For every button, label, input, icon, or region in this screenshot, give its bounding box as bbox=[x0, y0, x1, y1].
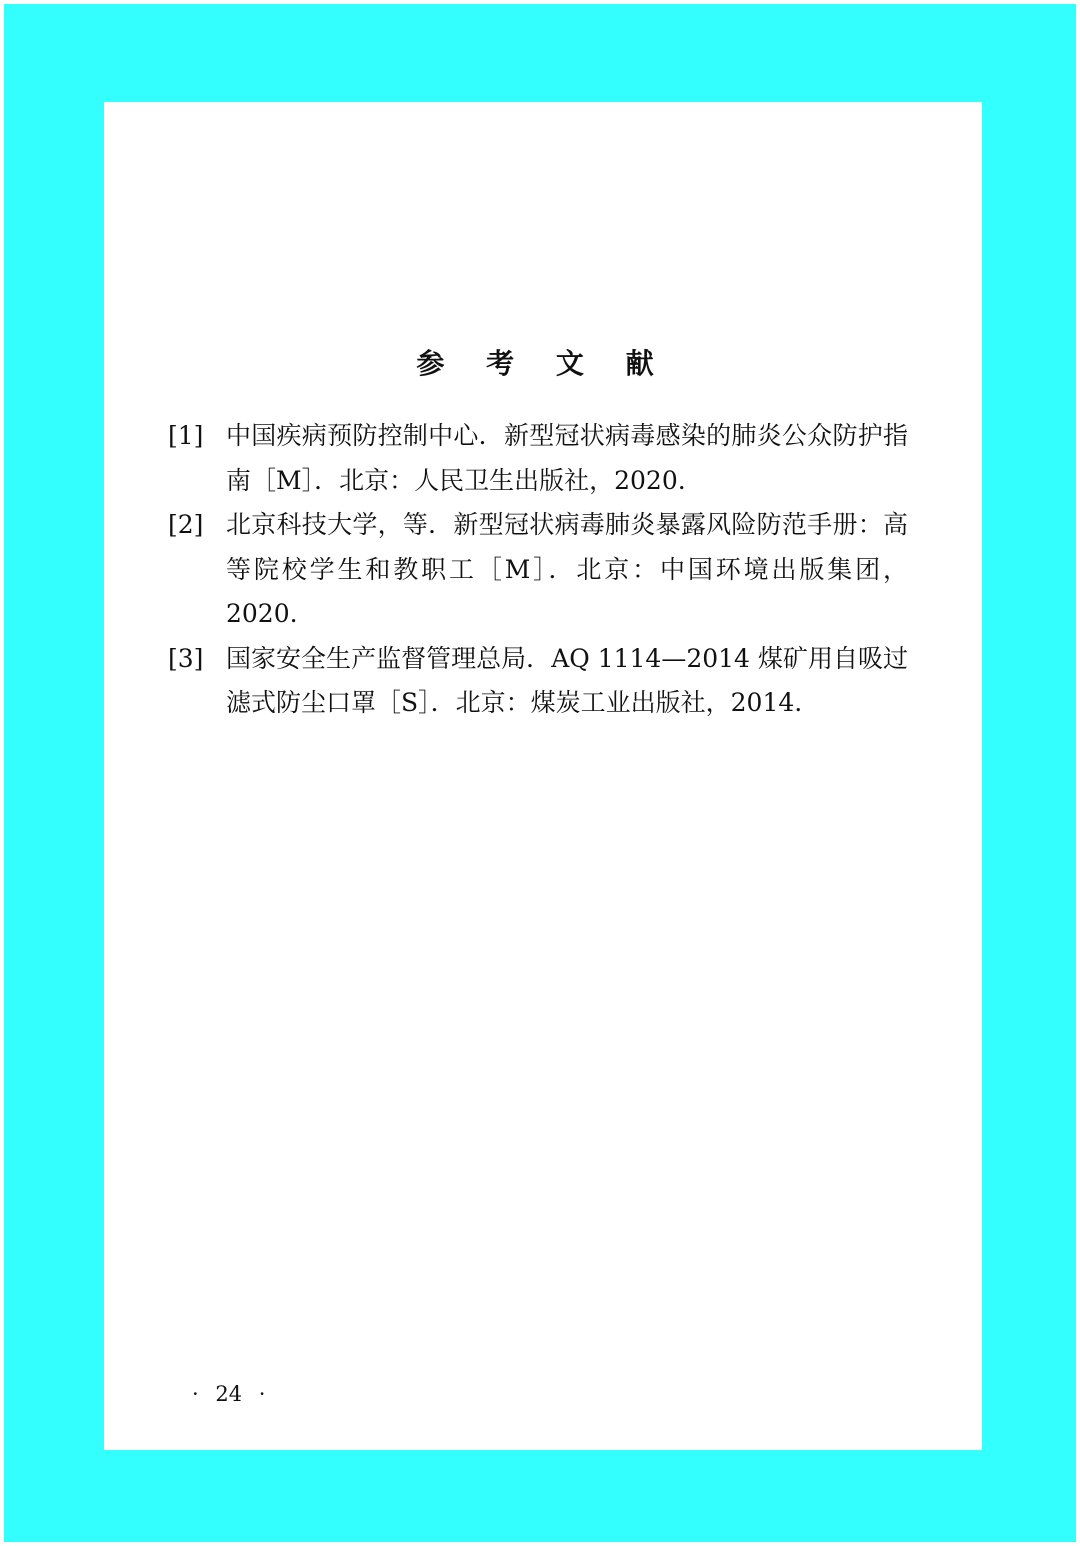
page-number: · 24 · bbox=[192, 1382, 266, 1406]
reference-item bbox=[168, 503, 908, 637]
reference-number: [2] bbox=[168, 510, 204, 539]
document-page bbox=[104, 102, 982, 1450]
reference-item bbox=[168, 637, 908, 726]
cyan-border-frame bbox=[4, 4, 1076, 1542]
reference-item bbox=[168, 414, 908, 503]
reference-list bbox=[168, 414, 908, 726]
reference-number: [3] bbox=[168, 643, 204, 673]
reference-text: 国家安全生产监督管理总局．AQ 1114—2014 煤矿用自吸过滤式防尘口罩［S］．北京：煤炭工业出版社，2014. bbox=[226, 643, 908, 717]
reference-text: 中国疾病预防控制中心．新型冠状病毒感染的肺炎公众防护指南［M］．北京：人民卫生出版社，2020. bbox=[226, 421, 908, 495]
page-title: 参 考 文 献 bbox=[416, 347, 670, 380]
reference-number: [1] bbox=[168, 421, 204, 450]
reference-text: 北京科技大学，等．新型冠状病毒肺炎暴露风险防范手册：高等院校学生和教职工［M］．北京：中国环境出版集团，2020. bbox=[226, 510, 908, 628]
